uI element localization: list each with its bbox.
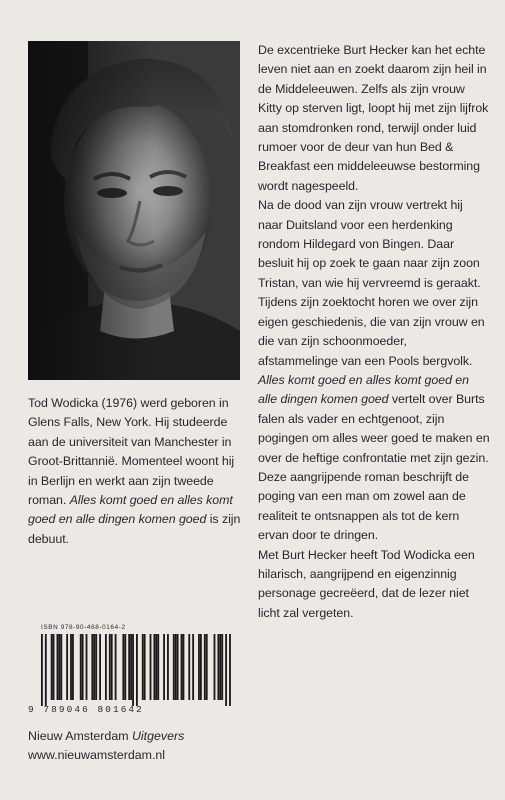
barcode-bar bbox=[204, 634, 206, 700]
barcode-bar bbox=[91, 634, 93, 700]
barcode-bar bbox=[58, 634, 60, 700]
barcode-bar bbox=[177, 634, 179, 700]
barcode-bar bbox=[225, 634, 227, 706]
barcode-bar bbox=[183, 634, 185, 700]
book-title-italic: Alles komt goed en alles komt goed en alle dingen komen goed bbox=[258, 372, 469, 407]
barcode-bar bbox=[124, 634, 126, 700]
publisher-block bbox=[28, 727, 184, 766]
barcode-bar bbox=[130, 634, 132, 700]
barcode-bar bbox=[217, 634, 219, 700]
barcode-bar bbox=[136, 634, 138, 706]
barcode-bar bbox=[219, 634, 221, 700]
barcode-bar bbox=[66, 634, 68, 700]
barcode-bar bbox=[41, 634, 43, 706]
book-title-italic: Alles komt goed en alles komt goed en alle dingen komen goed bbox=[28, 493, 233, 527]
barcode-icon bbox=[41, 634, 231, 706]
barcode-bar bbox=[128, 634, 130, 700]
barcode-bar bbox=[80, 634, 82, 700]
barcode-bar bbox=[175, 634, 177, 700]
barcode-bar bbox=[229, 634, 231, 706]
author-photo bbox=[28, 41, 240, 380]
barcode-bar bbox=[163, 634, 165, 700]
barcode-bar bbox=[82, 634, 84, 700]
barcode-bar bbox=[142, 634, 144, 700]
book-description bbox=[258, 41, 490, 623]
barcode-bar bbox=[57, 634, 59, 700]
publisher-url[interactable]: www.nieuwamsterdam.nl bbox=[28, 748, 166, 763]
publisher-name bbox=[28, 727, 184, 746]
barcode-bar bbox=[93, 634, 95, 700]
isbn-number: ISBN 978-90-468-0164-2 bbox=[41, 624, 126, 631]
barcode-bar bbox=[53, 634, 55, 700]
publisher-name-italic: Uitgevers bbox=[131, 729, 185, 743]
author-portrait-photo-icon bbox=[28, 41, 240, 380]
barcode-bar bbox=[157, 634, 159, 700]
barcode-bar bbox=[173, 634, 175, 700]
barcode-bar bbox=[221, 634, 223, 700]
barcode-bar bbox=[155, 634, 157, 700]
description-paragraph-1: De excentrieke Burt Hecker kan het echte leven niet aan en zoekt daarom zijn heil in de Middeleeuwen. Zelfs als zijn vrouw Kitty op sterven ligt, loopt hij met zijn lijfrok aan stomdronken rond, terwijl onder luid rumoer voor de deur van hun Bed & Breakfast een middeleeuwse bestorming wordt nagespeeld. bbox=[258, 43, 489, 193]
barcode-bar bbox=[115, 634, 117, 700]
publisher-name-plain: Nieuw Amsterdam bbox=[28, 729, 132, 743]
isbn-barcode bbox=[28, 624, 240, 718]
author-bio bbox=[28, 394, 243, 549]
description-paragraph-2: Na de dood van zijn vrouw vertrekt hij naar Duitsland voor een herdenking rondom Hildegard von Bingen. Daar besluit hij op zoek te gaan naar zijn zoon Tristan, van wie hij vervreemd is geraakt. Tijdens zijn zoektocht horen we over zijn eigen geschiedenis, die van zijn vrouw en die van zijn schoonmoeder, afstammelinge van een Pools bergvolk. bbox=[258, 198, 485, 368]
ean-digits: 9 789046 801642 bbox=[28, 704, 144, 715]
barcode-bar bbox=[198, 634, 200, 700]
barcode-bar bbox=[111, 634, 113, 700]
barcode-bar bbox=[132, 634, 134, 706]
barcode-bar bbox=[200, 634, 202, 700]
barcode-bar bbox=[99, 634, 101, 700]
barcode-bar bbox=[86, 634, 88, 700]
barcode-bar bbox=[150, 634, 152, 700]
barcode-bar bbox=[181, 634, 183, 700]
description-paragraph-3 bbox=[258, 371, 490, 546]
barcode-bar bbox=[214, 634, 216, 700]
barcode-bar bbox=[144, 634, 146, 700]
barcode-bar bbox=[45, 634, 47, 706]
barcode-bar bbox=[109, 634, 111, 700]
description-paragraph-4: Met Burt Hecker heeft Tod Wodicka een hilarisch, aangrijpend en eigenzinnig personage gecreëerd, dat de lezer niet licht zal vergeten. bbox=[258, 547, 475, 620]
barcode-bar bbox=[60, 634, 62, 700]
barcode-bar bbox=[167, 634, 169, 700]
barcode-bar bbox=[70, 634, 72, 700]
barcode-bar bbox=[72, 634, 74, 700]
barcode-bar bbox=[206, 634, 208, 700]
barcode-bar bbox=[192, 634, 194, 700]
author-bio-text-end: is zijn debuut. bbox=[28, 512, 241, 546]
barcode-bar bbox=[122, 634, 124, 700]
barcode-bar bbox=[105, 634, 107, 700]
barcode-bar bbox=[153, 634, 155, 700]
barcode-bar bbox=[51, 634, 53, 700]
barcode-bar bbox=[188, 634, 190, 700]
barcode-bar bbox=[95, 634, 97, 700]
description-paragraph-3-text: vertelt over Burts falen als vader en echtgenoot, zijn pogingen om alles weer goed te maken en over de heftige confrontatie met zijn gezin. Deze aangrijpende roman beschrijft de poging van een man om zowel aan de realiteit te ontsnappen als tot de kern ervan door te dringen. bbox=[258, 392, 490, 543]
author-bio-text: Tod Wodicka (1976) werd geboren in Glens Falls, New York. Hij studeerde aan de universiteit van Manchester in Groot-Brittannië. Momenteel woont hij in Berlijn en werkt aan zijn tweede roman. bbox=[28, 396, 235, 508]
